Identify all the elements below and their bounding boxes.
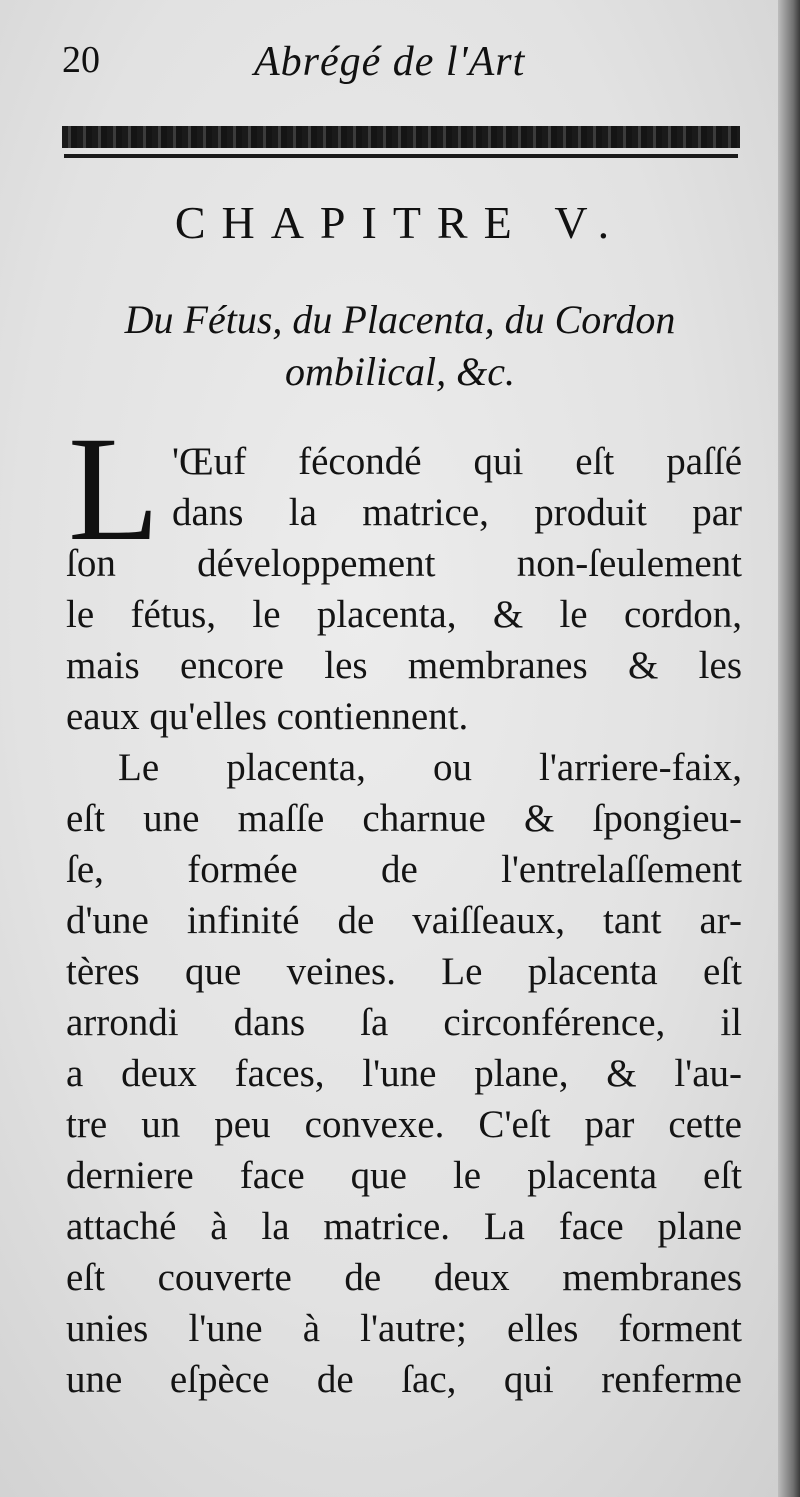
- text-line: d'une infinité de vaiſſeaux, tant ar-: [66, 899, 742, 942]
- text-line: derniere face que le placenta eſt: [66, 1154, 742, 1197]
- text-line: 'Œuf fécondé qui eſt paſſé: [172, 440, 742, 483]
- thin-rule: [64, 154, 738, 158]
- text-line: dans la matrice, produit par: [172, 491, 742, 534]
- text-line: eſt couverte de deux membranes: [66, 1256, 742, 1299]
- chapter-subtitle-line-2: ombilical, &c.: [285, 349, 515, 394]
- text-line: eſt une maſſe charnue & ſpongieu-: [66, 797, 742, 840]
- chapter-title: CHAPITRE V.: [174, 197, 626, 248]
- chapter-subtitle-line-1: Du Fétus, du Placenta, du Cordon: [124, 297, 676, 342]
- text-line: Le placenta, ou l'arriere-faix,: [118, 746, 742, 789]
- drop-cap: L: [68, 406, 160, 572]
- text-line: unies l'une à l'autre; elles forment: [66, 1307, 742, 1350]
- text-line: mais encore les membranes & les: [66, 644, 742, 687]
- text-line: a deux faces, l'une plane, & l'au-: [66, 1052, 742, 1095]
- text-line: une eſpèce de ſac, qui renferme: [66, 1358, 742, 1401]
- page-number: 20: [62, 39, 100, 81]
- ornamental-rule: [62, 126, 740, 148]
- text-line: attaché à la matrice. La face plane: [66, 1205, 742, 1248]
- page-header: [62, 38, 742, 98]
- text-line: eaux qu'elles contiennent.: [66, 695, 469, 738]
- text-line: arrondi dans ſa circonférence, il: [66, 1001, 742, 1044]
- text-line: tères que veines. Le placenta eſt: [66, 950, 742, 993]
- text-line: ſon développement non-ſeulement: [66, 542, 742, 585]
- text-line: tre un peu convexe. C'eſt par cette: [66, 1103, 742, 1146]
- text-line: le fétus, le placenta, & le cordon,: [66, 593, 742, 636]
- running-title: Abrégé de l'Art: [254, 39, 526, 85]
- text-line: ſe, formée de l'entrelaſſement: [66, 848, 742, 891]
